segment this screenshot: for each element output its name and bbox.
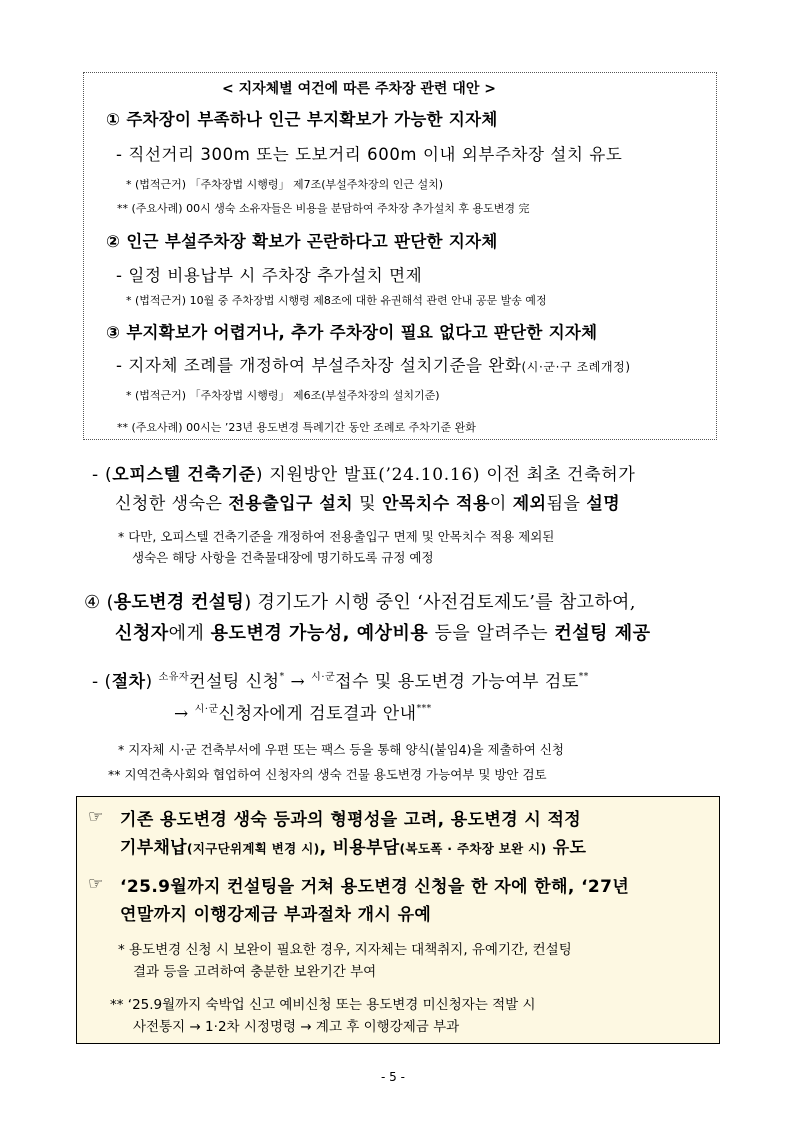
officetel-close-paren: ) <box>255 465 264 485</box>
consulting-key: 용도변경 컨설팅 <box>113 592 245 613</box>
case3-heading: ③ 부지확보가 어렵거나, 추가 주차장이 필요 없다고 판단한 지자체 <box>106 323 598 342</box>
officetel-note-line2: 생숙은 해당 사항을 건축물대장에 명기하도록 규정 예정 <box>132 550 434 565</box>
procedure-line2 <box>174 699 432 724</box>
pointing-hand-icon-2: ☞ <box>88 874 104 894</box>
consulting-line2-e: 컨설팅 제공 <box>554 623 651 644</box>
case1-heading: ① 주차장이 부족하나 인근 부지확보가 가능한 지자체 <box>106 110 498 129</box>
officetel-line2-e: 이 <box>489 494 513 514</box>
officetel-line2-b: 전용출입구 설치 <box>228 494 354 514</box>
procedure-sup-city1: 시·군 <box>311 672 336 683</box>
consulting-open-paren: ( <box>106 592 114 613</box>
officetel-line2 <box>115 489 620 514</box>
procedure-arrow2: → <box>174 704 189 724</box>
highlight-p2-line2: 연말까지 이행강제금 부과절차 개시 유예 <box>120 905 432 925</box>
consulting-close-paren: ) <box>244 592 252 613</box>
officetel-line2-g: 됨을 <box>546 494 587 514</box>
officetel-open-paren: ( <box>104 465 113 485</box>
procedure-step3: 신청자에게 검토결과 안내 <box>218 704 417 724</box>
officetel-line2-a: 신청한 생숙은 <box>115 494 229 514</box>
procedure-note2: ** 지역건축사회와 협업하여 신청자의 생숙 건물 용도변경 가능여부 및 방안 검토 <box>108 767 547 782</box>
officetel-line2-f: 제외 <box>512 494 547 514</box>
officetel-line2-c: 및 <box>353 494 382 514</box>
consulting-line2 <box>115 619 651 645</box>
case1-note2: ** (주요사례) 00시 생숙 소유자들은 비용을 분담하여 주차장 추가설치 후 용도변경 完 <box>117 202 530 215</box>
highlight-note1-line2: 결과 등을 고려하여 충분한 보완기간 부여 <box>133 964 377 980</box>
officetel-line1 <box>92 460 636 485</box>
case3-note1: * (법적근거) 「주차장법 시행령」 제6조(부설주차장의 설치기준) <box>126 389 440 402</box>
case3-item <box>116 352 631 376</box>
officetel-line2-d: 안목치수 적용 <box>381 494 490 514</box>
procedure-line1 <box>92 667 589 692</box>
procedure-arrow1: → <box>290 672 306 692</box>
officetel-dash: - <box>92 465 99 485</box>
procedure-step1: 컨설팅 신청 <box>189 672 280 692</box>
highlight-p1-b: (지구단위계획 변경 시) <box>186 841 320 856</box>
officetel-line1-rest: 지원방안 발표(’24.10.16) 이전 최초 건축허가 <box>263 465 636 485</box>
highlight-note2-line2: 사전통지 → 1·2차 시정명령 → 계고 후 이행강제금 부과 <box>133 1019 460 1035</box>
case1-note1: * (법적근거) 「주차장법 시행령」 제7조(부설주차장의 인근 설치) <box>126 178 444 191</box>
case1-item: - 직선거리 300m 또는 도보거리 600m 이내 외부주차장 설치 유도 <box>116 145 623 164</box>
procedure-dash: - <box>92 672 99 692</box>
consulting-line2-b: 에게 <box>168 623 211 644</box>
highlight-p1-a: 기부채납 <box>120 838 187 858</box>
procedure-sup-owner: 소유자 <box>158 672 190 683</box>
consulting-line2-a: 신청자 <box>115 623 169 644</box>
case2-heading: ② 인근 부설주차장 확보가 곤란하다고 판단한 지자체 <box>106 232 498 251</box>
case2-note1: * (법적근거) 10월 중 주차장법 시행령 제8조에 대한 유권해석 관련 안내 공문 발송 예정 <box>126 294 547 307</box>
officetel-note-line1: * 다만, 오피스텔 건축기준을 개정하여 전용출입구 면제 및 안목치수 적용 제외된 <box>118 529 555 544</box>
procedure-step2: 접수 및 용도변경 가능여부 검토 <box>335 672 579 692</box>
officetel-line2-h: 설명 <box>586 494 621 514</box>
procedure-open-paren: ( <box>104 672 112 692</box>
highlight-p2-line1: ‘25.9월까지 컨설팅을 거쳐 용도변경 신청을 한 자에 한해, ‘27년 <box>120 877 630 897</box>
procedure-close-paren: ) <box>145 672 153 692</box>
consulting-number: ④ <box>84 592 101 613</box>
highlight-note2-line1: ** ‘25.9월까지 숙박업 신고 예비신청 또는 용도변경 미신청자는 적발 시 <box>110 997 536 1013</box>
case2-item: - 일정 비용납부 시 주차장 추가설치 면제 <box>116 266 423 285</box>
case3-note2: ** (주요사례) 00시는 ’23년 용도변경 특례기간 동안 조례로 주차기준 완화 <box>117 421 476 434</box>
procedure-sup-city2: 시·군 <box>194 704 219 715</box>
procedure-mark2: ** <box>578 672 589 682</box>
procedure-mark1: * <box>279 672 285 682</box>
highlight-p1-c: , 비용부담 <box>319 838 400 858</box>
consulting-line2-c: 용도변경 가능성, 예상비용 <box>210 623 429 644</box>
officetel-key: 오피스텔 건축기준 <box>112 465 256 485</box>
highlight-p1-e: 유도 <box>546 838 587 858</box>
case3-item-small: (시·군·구 조례개정) <box>521 360 631 374</box>
procedure-mark3: *** <box>416 704 432 714</box>
procedure-key: 절차 <box>111 672 146 692</box>
highlight-p1-d: (복도폭 · 주차장 보완 시) <box>399 841 547 856</box>
page-number: - 5 - <box>381 1070 405 1084</box>
highlight-p1-line2 <box>120 833 586 858</box>
pointing-hand-icon: ☞ <box>88 807 104 827</box>
case3-item-main: - 지자체 조례를 개정하여 부설주차장 설치기준을 완화 <box>116 356 522 375</box>
procedure-note1: * 지자체 시·군 건축부서에 우편 또는 팩스 등을 통해 양식(붙임4)을 제출하여 신청 <box>118 742 564 757</box>
highlight-note1-line1: * 용도변경 신청 시 보완이 필요한 경우, 지자체는 대책취지, 유예기간, 컨설팅 <box>118 942 572 958</box>
box-title: < 지자체별 여건에 따른 주차장 관련 대안 > <box>222 81 496 97</box>
consulting-line1 <box>84 588 636 614</box>
consulting-line1-rest: 경기도가 시행 중인 ‘사전검토제도’를 참고하여, <box>251 592 636 613</box>
highlight-p1-line1: 기존 용도변경 생숙 등과의 형평성을 고려, 용도변경 시 적정 <box>120 810 582 830</box>
consulting-line2-d: 등을 알려주는 <box>428 623 555 644</box>
